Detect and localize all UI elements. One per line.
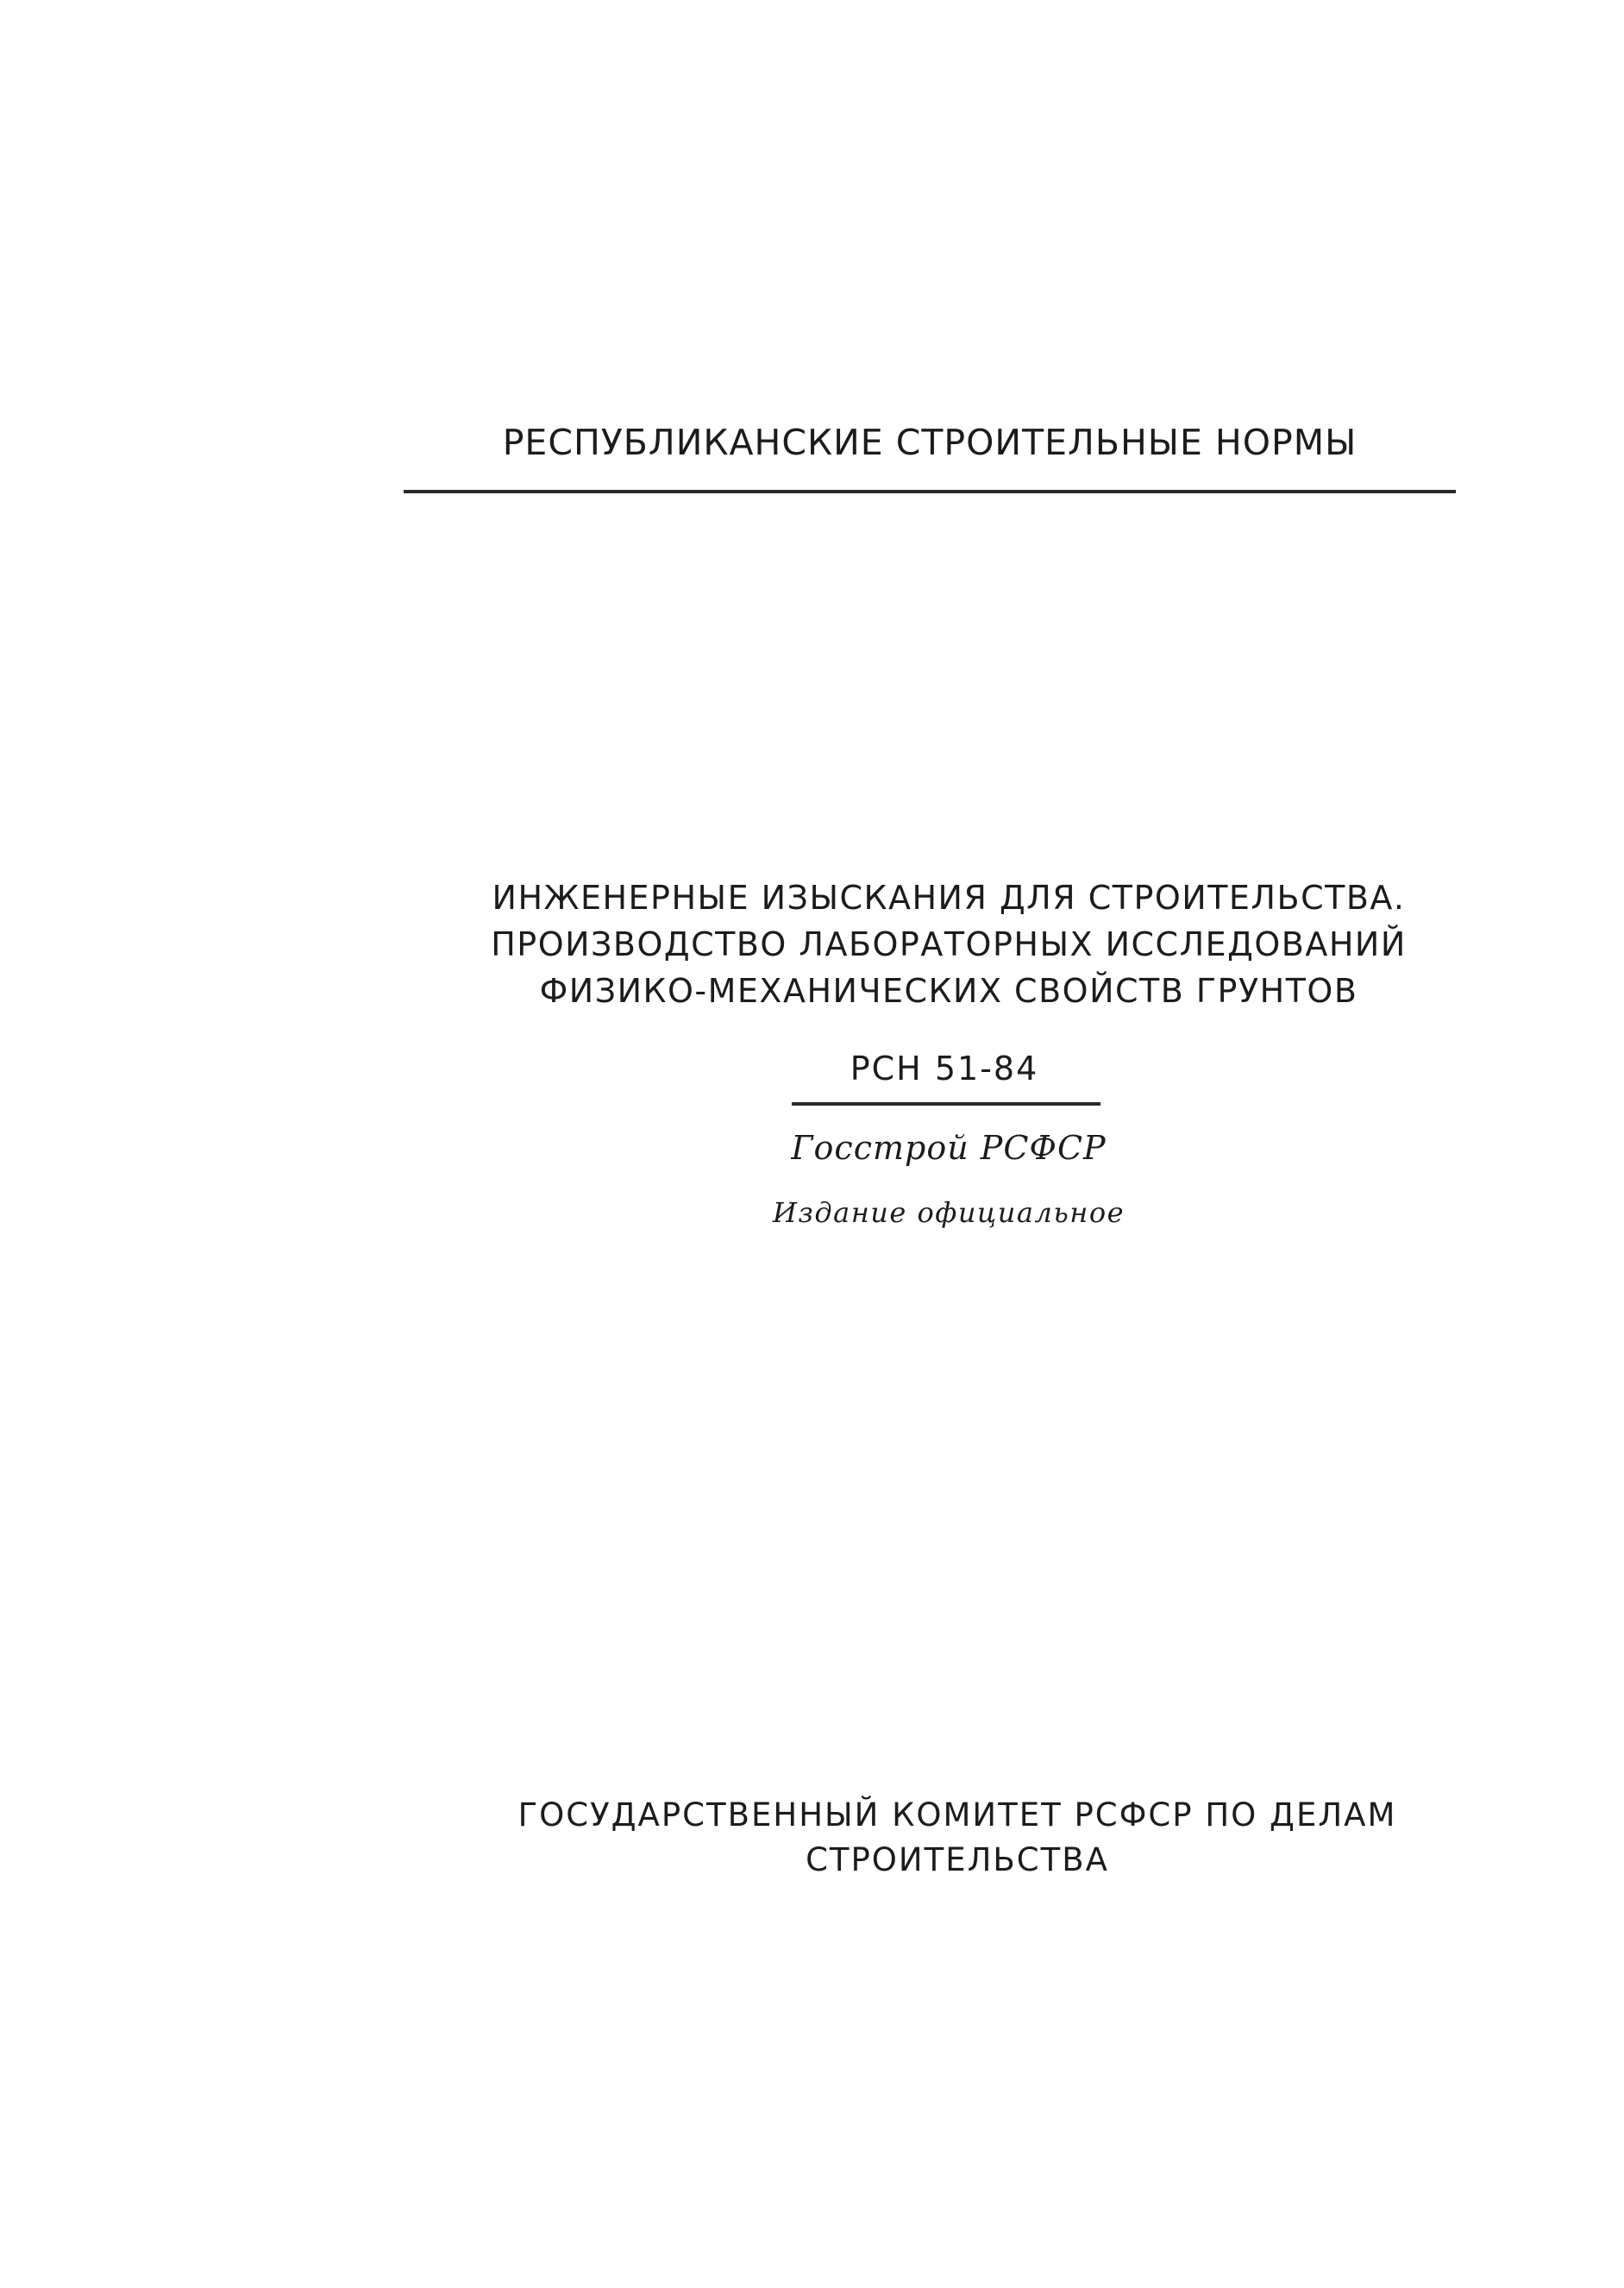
header-divider [404,490,1456,493]
publisher-line-1: ГОСУДАРСТВЕННЫЙ КОМИТЕТ РСФСР ПО ДЕЛАМ [517,1796,1397,1834]
edition-note: Издание официальное [772,1196,1126,1229]
series-title: РЕСПУБЛИКАНСКИЕ СТРОИТЕЛЬНЫЕ НОРМЫ [502,422,1358,463]
publisher-line-2: СТРОИТЕЛЬСТВА [806,1841,1109,1878]
issuer: Госстрой РСФСР [791,1129,1107,1167]
document-title-line-3: ФИЗИКО-МЕХАНИЧЕСКИХ СВОЙСТВ ГРУНТОВ [539,972,1358,1010]
code-divider [792,1102,1100,1106]
document-title-line-2: ПРОИЗВОДСТВО ЛАБОРАТОРНЫХ ИССЛЕДОВАНИЙ [491,925,1407,963]
document-title-line-1: ИНЖЕНЕРНЫЕ ИЗЫСКАНИЯ ДЛЯ СТРОИТЕЛЬСТВА. [492,879,1406,917]
document-code: РСН 51-84 [850,1050,1039,1088]
